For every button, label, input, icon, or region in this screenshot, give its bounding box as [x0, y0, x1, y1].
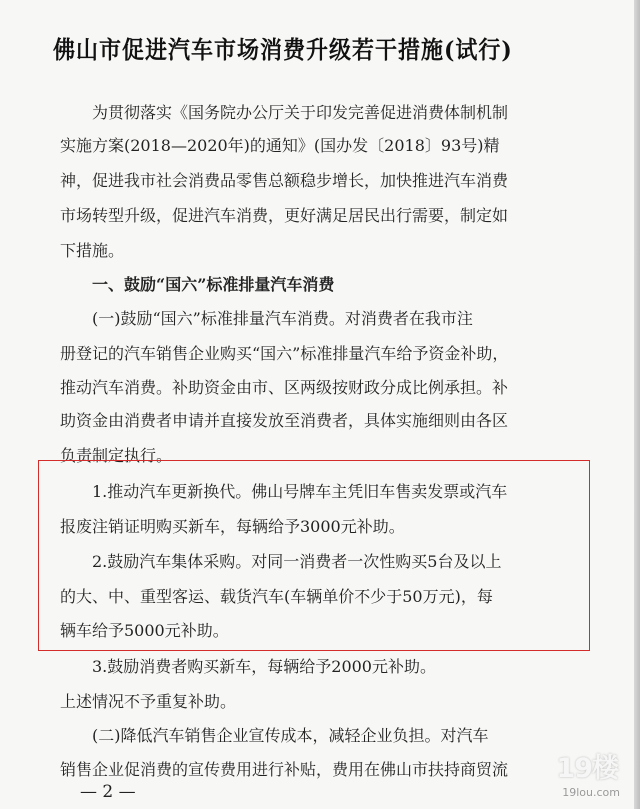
- watermark-logo: [546, 755, 624, 799]
- paragraph-line: 辆车给予5000元补助。: [60, 621, 229, 640]
- section-heading: 一、鼓励“国六”标准排量汽车消费: [92, 275, 335, 294]
- list-item: 1.推动汽车更新换代。佛山号牌车主凭旧车售卖发票或汽车: [92, 482, 508, 501]
- paragraph-line: 报废注销证明购买新车，每辆给予3000元补助。: [60, 517, 405, 536]
- list-item: 2.鼓励汽车集体采购。对同一消费者一次性购买5台及以上: [92, 552, 502, 571]
- paragraph-line: (一)鼓励“国六”标准排量汽车消费。对消费者在我市注: [92, 309, 473, 328]
- paragraph-line: 负责制定执行。: [60, 446, 173, 465]
- page-number: — 2 —: [80, 782, 136, 802]
- paragraph-line: 神，促进我市社会消费品零售总额稳步增长，加快推进汽车消费: [60, 171, 509, 190]
- page-edge: [634, 0, 640, 809]
- paragraph-line: 推动汽车消费。补助资金由市、区两级按财政分成比例承担。补: [60, 378, 509, 397]
- paragraph-line: 销售企业促消费的宣传费用进行补贴，费用在佛山市扶持商贸流: [60, 760, 509, 779]
- paragraph-line: 助资金由消费者申请并直接发放至消费者，具体实施细则由各区: [60, 411, 509, 430]
- paragraph-line: 的大、中、重型客运、载货汽车(车辆单价不少于50万元)，每: [60, 587, 493, 606]
- watermark-sub: 19lou.com: [562, 786, 620, 799]
- paragraph-line: 为贯彻落实《国务院办公厅关于印发完善促进消费体制机制: [92, 103, 509, 122]
- paragraph-line: (二)降低汽车销售企业宣传成本，减轻企业负担。对汽车: [92, 726, 489, 745]
- paragraph-line: 实施方案(2018—2020年)的通知》(国办发〔2018〕93号)精: [60, 136, 500, 155]
- paragraph-line: 册登记的汽车销售企业购买“国六”标准排量汽车给予资金补助，: [60, 344, 509, 363]
- watermark-main: 19楼: [556, 753, 618, 784]
- paragraph-line: 上述情况不予重复补助。: [60, 692, 237, 711]
- paragraph-line: 市场转型升级，促进汽车消费，更好满足居民出行需要，制定如: [60, 206, 509, 225]
- document-title: 佛山市促进汽车市场消费升级若干措施(试行): [53, 36, 513, 65]
- list-item: 3.鼓励消费者购买新车，每辆给予2000元补助。: [92, 657, 436, 676]
- paragraph-line: 下措施。: [60, 241, 125, 260]
